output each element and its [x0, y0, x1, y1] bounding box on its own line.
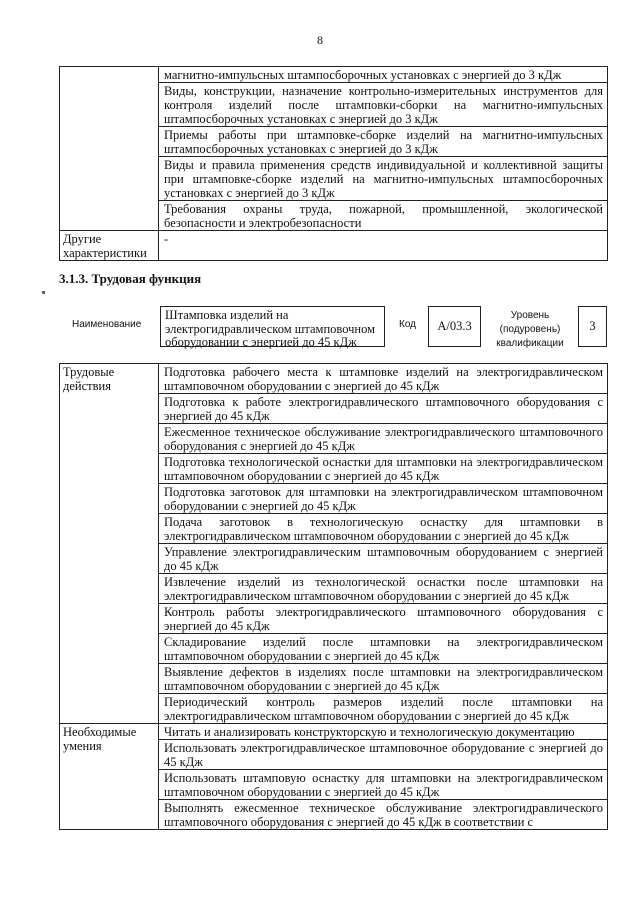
- level-label: Уровень (подуровень) квалификации: [496, 310, 564, 349]
- row-text: магнитно-импульсных штампосборочных установках с энергией до 3 кДж: [159, 67, 608, 83]
- section-heading: 3.1.3. Трудовая функция: [59, 271, 202, 286]
- list-item: Подача заготовок в технологическую оснастку для штамповки в электрогидравлическом штамповочном оборудовании с энергией до 45 кДж: [159, 514, 608, 544]
- continuation-table: [59, 66, 608, 261]
- list-item: Контроль работы электрогидравлического штамповочного оборудования с энергией до 45 кДж: [159, 604, 608, 634]
- list-item: Выполнять ежесменное техническое обслуживание электрогидравлического штамповочного оборудования с энергией до 45 кДж в соответствии с: [159, 800, 608, 830]
- list-item: Подготовка к работе электрогидравлического штамповочного оборудования с энергией до 45 кДж: [159, 394, 608, 424]
- row-text: Приемы работы при штамповке-сборке изделий на магнитно-импульсных штампосборочных установках с энергией до 3 кДж: [159, 127, 608, 157]
- row-text: -: [159, 231, 608, 261]
- list-item: Подготовка рабочего места к штамповке изделий на электрогидравлическом штамповочном оборудовании с энергией до 45 кДж: [159, 364, 608, 394]
- table-row: [60, 67, 608, 83]
- code-label: Код: [399, 319, 417, 330]
- row-text: Виды и правила применения средств индивидуальной и коллективной защиты при штамповке-сборке изделий на магнитно-импульсных штампосборочных установках с энергией до 3 кДж: [159, 157, 608, 201]
- scan-mark: [42, 291, 45, 294]
- group-label: Необходимые умения: [60, 724, 159, 830]
- row-label: Другие характеристики: [60, 231, 159, 261]
- row-label: [60, 67, 159, 231]
- group-label: Трудовые действия: [60, 364, 159, 724]
- list-item: Складирование изделий после штамповки на электрогидравлическом штамповочном оборудовании с энергией до 45 кДж: [159, 634, 608, 664]
- row-text: Требования охраны труда, пожарной, промышленной, экологической безопасности и электробезопасности: [159, 201, 608, 231]
- table-row: [60, 364, 608, 394]
- page-number: 8: [317, 33, 323, 47]
- function-code-box: А/03.3: [428, 306, 481, 347]
- list-item: Использовать штамповую оснастку для штамповки на электрогидравлическом штамповочном оборудовании с энергией до 45 кДж: [159, 770, 608, 800]
- list-item: Выявление дефектов в изделиях после штамповки на электрогидравлическом штамповочном оборудовании с энергией до 45 кДж: [159, 664, 608, 694]
- list-item: Использовать электрогидравлическое штамповочное оборудование с энергией до 45 кДж: [159, 740, 608, 770]
- list-item: Извлечение изделий из технологической оснастки после штамповки на электрогидравлическом штамповочном оборудовании с энергией до 45 кДж: [159, 574, 608, 604]
- name-label: Наименование: [72, 319, 142, 330]
- labor-function-table: [59, 363, 608, 830]
- list-item: Ежесменное техническое обслуживание электрогидравлического штамповочного оборудования с энергией до 45 кДж: [159, 424, 608, 454]
- row-text: Виды, конструкции, назначение контрольно-измерительных инструментов для контроля изделий после штамповки-сборки на магнитно-импульсных штампосборочных установках с энергией до 3 кДж: [159, 83, 608, 127]
- list-item: Подготовка технологической оснастки для штамповки на электрогидравлическом штамповочном оборудовании с энергией до 45 кДж: [159, 454, 608, 484]
- table-row: [60, 231, 608, 261]
- list-item: Подготовка заготовок для штамповки на электрогидравлическом штамповочном оборудовании с энергией до 45 кДж: [159, 484, 608, 514]
- function-name-box: Штамповка изделий на электрогидравлическом штамповочном оборудовании с энергией до 45 кДж: [160, 306, 385, 347]
- list-item: Периодический контроль размеров изделий после штамповки на электрогидравлическом штамповочном оборудовании с энергией до 45 кДж: [159, 694, 608, 724]
- level-value-box: 3: [578, 306, 607, 347]
- list-item: Читать и анализировать конструкторскую и технологическую документацию: [159, 724, 608, 740]
- table-row: [60, 724, 608, 740]
- list-item: Управление электрогидравлическим штамповочным оборудованием с энергией до 45 кДж: [159, 544, 608, 574]
